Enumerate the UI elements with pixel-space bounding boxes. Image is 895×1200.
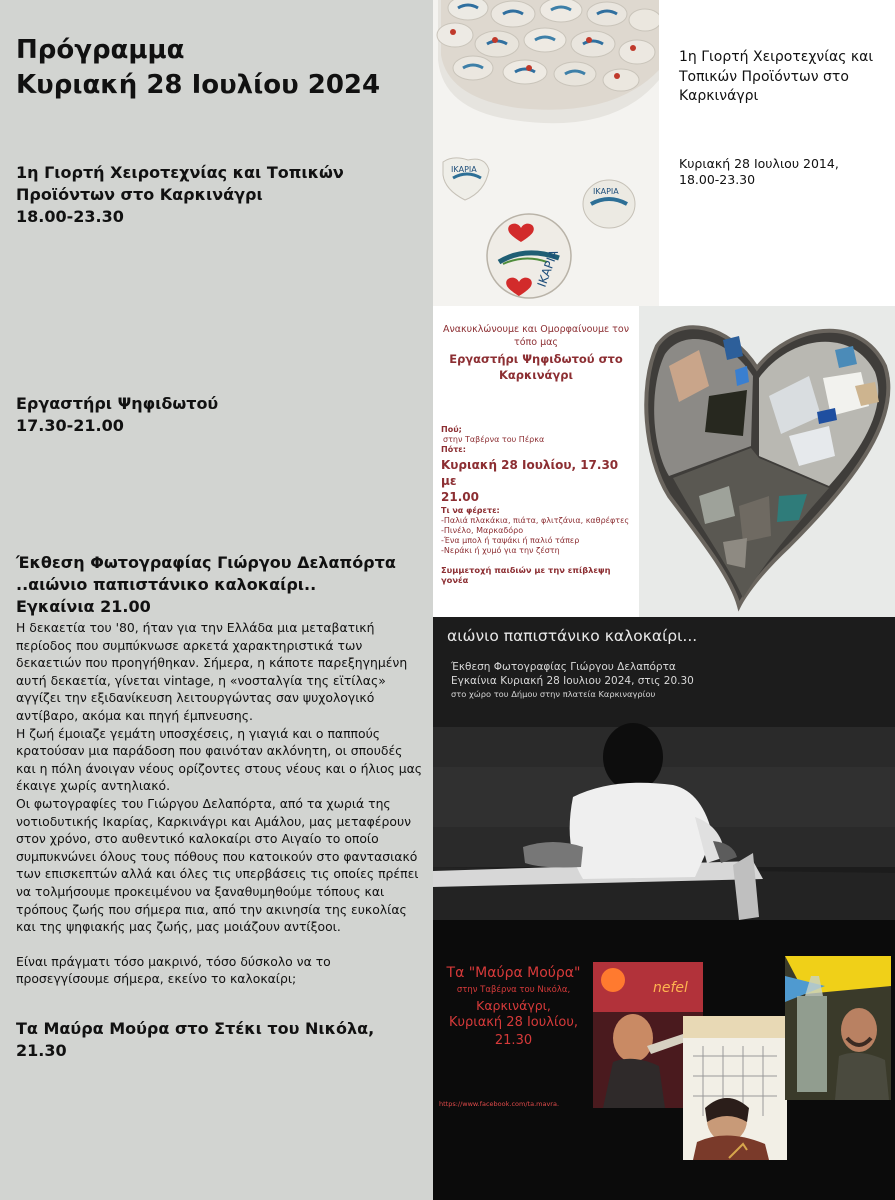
- ceramic-magnets-image: [433, 0, 659, 306]
- music-poster: [433, 920, 895, 1200]
- exhibition-poster-details: Έκθεση Φωτογραφίας Γιώργου Δελαπόρτα Εγκαίνια Κυριακή 28 Ιουλιου 2024, στις 20.30 στο χώρο του Δήμου στην πλατεία Καρκιναγρίου: [451, 661, 694, 699]
- svg-text:ΙΚΑΡΙΑ: ΙΚΑΡΙΑ: [534, 247, 562, 290]
- paragraph: Είναι πράγματι τόσο μακρινό, τόσο δύσκολο να το προσεγγίσουμε σήμερα, εκείνο το καλοκαίρι;: [16, 953, 331, 987]
- festival-item: 1η Γιορτή Χειροτεχνίας και Τοπικών Προϊόντων στο Καρκινάγρι 18.00-23.30: [16, 163, 344, 226]
- music-item: Τα Μαύρα Μούρα στο Στέκι του Νικόλα, 21.30: [16, 1019, 375, 1060]
- svg-text:ΙΚΑΡΙΑ: ΙΚΑΡΙΑ: [593, 187, 619, 196]
- musician-photo-3: [785, 956, 891, 1100]
- poster1-date: Κυριακή 28 Ιουλιου 2014, 18.00-23.30: [679, 156, 839, 187]
- paragraph: Οι φωτογραφίες του Γιώργου Δελαπόρτα, από τα χωριά της νοτιοδυτικής Ικαρίας, Καρκινάγρι και Αμάλου, μας μεταφέρουν στον χρόνο, στο αυθεντικό καλοκαίρι στο Αιγαίο το οποίο συμπυκνώνει όλους τους πόθους που κατοικούν στο φαντασιακό των επισκεπτών αλλά και όλες τις υπερβάσεις τις οποίες πρέπει να τολμήσουμε προκειμένου να ξαναθυμηθούμε τόπους και τρόπους ζωής που σήμερα πια, από την ακινησία της ευκολίας και της ψηφιακής μας ζωής, μας μοιάζουν αντίξοοι.: [16, 795, 419, 935]
- poster2-intro: Ανακυκλώνουμε και Ομορφαίνουμε τον τόπο μας: [442, 324, 629, 348]
- exhibition-poster: [433, 617, 895, 920]
- music-poster-text: Τα "Μαύρα Μούρα" στην Ταβέρνα του Νικόλα, Καρκινάγρι, Κυριακή 28 Ιουλίου, 21.30: [446, 965, 581, 1048]
- facebook-link[interactable]: https://www.facebook.com/ta.mavra.: [439, 1100, 560, 1108]
- mosaic-workshop-text: [433, 306, 639, 617]
- mosaic-heart-photo: [639, 306, 895, 617]
- exhibition-description: [16, 619, 426, 988]
- poster2-details: Πού; στην Ταβέρνα του Πέρκα Πότε: Κυριακή 28 Ιουλίου, 17.30 με 21.00 Τι να φέρετε: -Παλιά πλακάκια, πιάτα, φλιτζάνια, καθρέφτες -Πινέλο, Μαρκαδόρο -Ένα μπολ ή ταψάκι ή παλιό τάπερ -Νεράκι ή χυμό για την ζέστη Συμμετοχή παιδιών με την επίβλεψη γονέα: [441, 425, 630, 585]
- exhibition-poster-title: αιώνιο παπιστάνικο καλοκαίρι...: [447, 627, 698, 645]
- posters-column: [433, 0, 895, 1200]
- paragraph: Η δεκαετία του '80, ήταν για την Ελλάδα μια μεταβατική περίοδος που συμπύκνωσε αρκετά χαρακτηριστικά των δεκαετιών που προηγήθηκαν. Σήμερα, η κάποτε παρεξηγημένη αυτή δεκαετία, γίνεται vintage, η «νοσταλγία της εϊτίλας» αγγίζει την εξιδανίκευση λειτουργώντας σαν ψυχολογικό αντίβαρο, ακόμα και πηγή έμπνευσης.: [16, 620, 408, 723]
- svg-text:nefel: nefel: [653, 980, 688, 996]
- mosaic-heart-image: [639, 306, 895, 617]
- page-title: Πρόγραμμα Κυριακή 28 Ιουλίου 2024: [16, 35, 381, 100]
- poster2-title: Εργαστήρι Ψηφιδωτού στο Καρκινάγρι: [449, 352, 623, 382]
- festival-poster: [433, 0, 895, 306]
- svg-text:ΙΚΑΡΙΑ: ΙΚΑΡΙΑ: [451, 165, 477, 174]
- exhibition-heading: Έκθεση Φωτογραφίας Γιώργου Δελαπόρτα ..αιώνιο παπιστάνικο καλοκαίρι.. Εγκαίνια 21.00: [16, 553, 396, 616]
- paragraph: Η ζωή έμοιαζε γεμάτη υποσχέσεις, η γιαγιά και ο παππούς κρατούσαν μια παράδοση που φαινόταν ακλόνητη, οι σπουδές και η πόλη άνοιγαν νέους ορίζοντες στους νέους και ο ήλιος μας έκαιγε χωρίς αντηλιακό.: [16, 725, 423, 794]
- ceramic-magnets-photo: [433, 0, 659, 306]
- poster1-title: 1η Γιορτή Χειροτεχνίας και Τοπικών Προϊόντων στο Καρκινάγρι: [679, 49, 874, 104]
- program-column: [0, 0, 433, 1200]
- mosaic-workshop-poster: [433, 306, 895, 617]
- mosaic-workshop-item: Εργαστήρι Ψηφιδωτού 17.30-21.00: [16, 394, 219, 435]
- musician-photo-2: [683, 1016, 787, 1160]
